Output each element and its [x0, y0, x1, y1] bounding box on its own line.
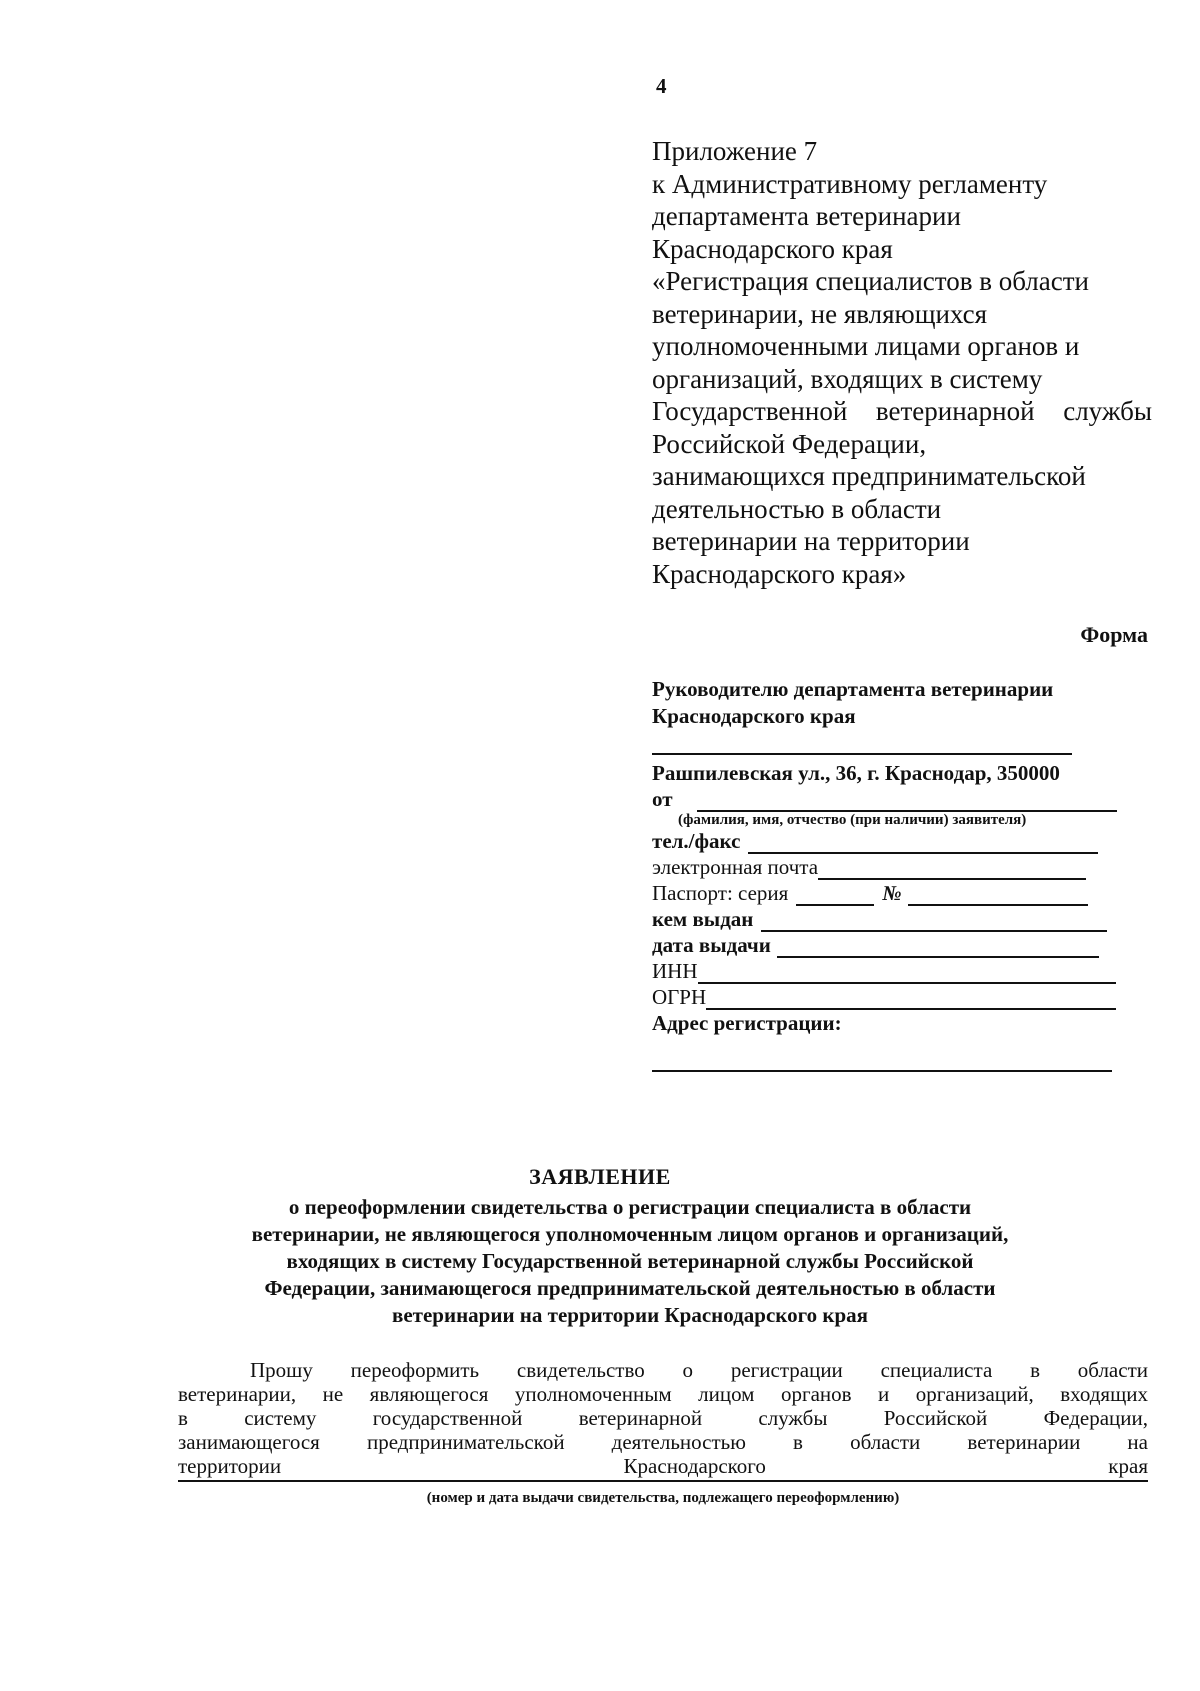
- department-address-text: Рашпилевская ул., 36, г. Краснодар, 350000: [652, 761, 1060, 785]
- addressee-line: Краснодарского края: [652, 704, 856, 728]
- appendix-line: занимающихся предпринимательской: [652, 461, 1086, 491]
- subtitle-line: о переоформлении свидетельства о регистрации специалиста в области: [288, 1195, 972, 1219]
- phone-field[interactable]: [748, 832, 1098, 854]
- issued-by-row: [652, 906, 1132, 932]
- from-field-note: (фамилия, имя, отчество (при наличии) заявителя): [678, 812, 1027, 828]
- passport-number-field[interactable]: [908, 884, 1088, 906]
- phone-row: [652, 828, 1132, 854]
- body-line: ветеринарии, не являющегося уполномоченным лицом органов и организаций, входящих: [178, 1382, 1148, 1406]
- subtitle-line: ветеринарии, не являющегося уполномоченным лицом органов и организаций,: [251, 1222, 1009, 1246]
- statement-title: ЗАЯВЛЕНИЕ: [529, 1164, 671, 1189]
- reg-address-label: Адрес регистрации:: [652, 1011, 842, 1035]
- ogrn-label: ОГРН: [652, 985, 707, 1009]
- reg-address-field[interactable]: [652, 1070, 1112, 1072]
- statement-body: [178, 1358, 1148, 1478]
- phone-label: тел./факс: [652, 829, 741, 853]
- appendix-header: [652, 135, 1152, 590]
- email-row: [652, 854, 1132, 880]
- appendix-line: уполномоченными лицами органов и: [652, 331, 1080, 361]
- appendix-line: Краснодарского края»: [652, 558, 907, 589]
- issue-date-field[interactable]: [777, 936, 1099, 958]
- appendix-line: ветеринарии на территории: [652, 526, 970, 556]
- passport-number-label: №: [882, 881, 902, 905]
- ogrn-row: [652, 984, 1132, 1010]
- issued-by-field[interactable]: [761, 910, 1107, 932]
- body-line: территории Краснодарского края: [178, 1454, 1148, 1478]
- subtitle-line: входящих в систему Государственной ветеринарной службы Российской: [286, 1249, 974, 1273]
- addressee-block: [652, 676, 1132, 730]
- form-label: Форма: [1080, 622, 1148, 647]
- ogrn-field[interactable]: [706, 988, 1116, 1010]
- appendix-line: Краснодарского края: [652, 233, 893, 264]
- applicant-block: [652, 760, 1132, 1072]
- issue-date-row: [652, 932, 1132, 958]
- inn-field[interactable]: [698, 962, 1116, 984]
- inn-label: ИНН: [652, 959, 698, 983]
- appendix-line: ветеринарии, не являющихся: [652, 298, 988, 329]
- appendix-line: организаций, входящих в систему: [652, 363, 1043, 394]
- appendix-line: Российской Федерации,: [652, 428, 927, 459]
- passport-series-label: Паспорт: серия: [652, 881, 789, 905]
- issued-by-label: кем выдан: [652, 907, 754, 931]
- statement-subtitle: [170, 1194, 1090, 1329]
- addressee-line: Руководителю департамента ветеринарии: [652, 677, 1054, 701]
- appendix-line: деятельностью в области: [652, 493, 942, 524]
- body-line: Прошу переоформить свидетельство о регистрации специалиста в области: [250, 1358, 1148, 1382]
- appendix-line: «Регистрация специалистов в области: [652, 266, 1089, 296]
- addressee-underline: [652, 753, 1072, 755]
- issue-date-label: дата выдачи: [652, 933, 771, 957]
- email-field[interactable]: [818, 858, 1086, 880]
- page-number: 4: [656, 74, 667, 98]
- passport-series-field[interactable]: [796, 884, 874, 906]
- body-line: занимающегося предпринимательской деятельностью в области ветеринарии на: [178, 1430, 1148, 1454]
- subtitle-line: Федерации, занимающегося предпринимательской деятельностью в области: [264, 1276, 996, 1300]
- body-line: в систему государственной ветеринарной службы Российской Федерации,: [178, 1406, 1148, 1430]
- from-field[interactable]: [697, 790, 1117, 812]
- subtitle-line: ветеринарии на территории Краснодарского края: [392, 1303, 868, 1327]
- passport-row: [652, 880, 1132, 906]
- from-label: от: [652, 787, 673, 811]
- certificate-number-field[interactable]: [178, 1480, 1148, 1482]
- email-label: электронная почта: [652, 855, 819, 879]
- appendix-line: Приложение 7: [652, 136, 818, 166]
- department-address: [652, 760, 1132, 786]
- certificate-number-note: (номер и дата выдачи свидетельства, подлежащего переоформлению): [426, 1490, 900, 1506]
- appendix-line: департамента ветеринарии: [652, 201, 961, 231]
- inn-row: [652, 958, 1132, 984]
- appendix-line: к Административному регламенту: [652, 168, 1048, 199]
- from-row: [652, 786, 1132, 812]
- appendix-line: Государственной ветеринарной службы: [652, 396, 1152, 426]
